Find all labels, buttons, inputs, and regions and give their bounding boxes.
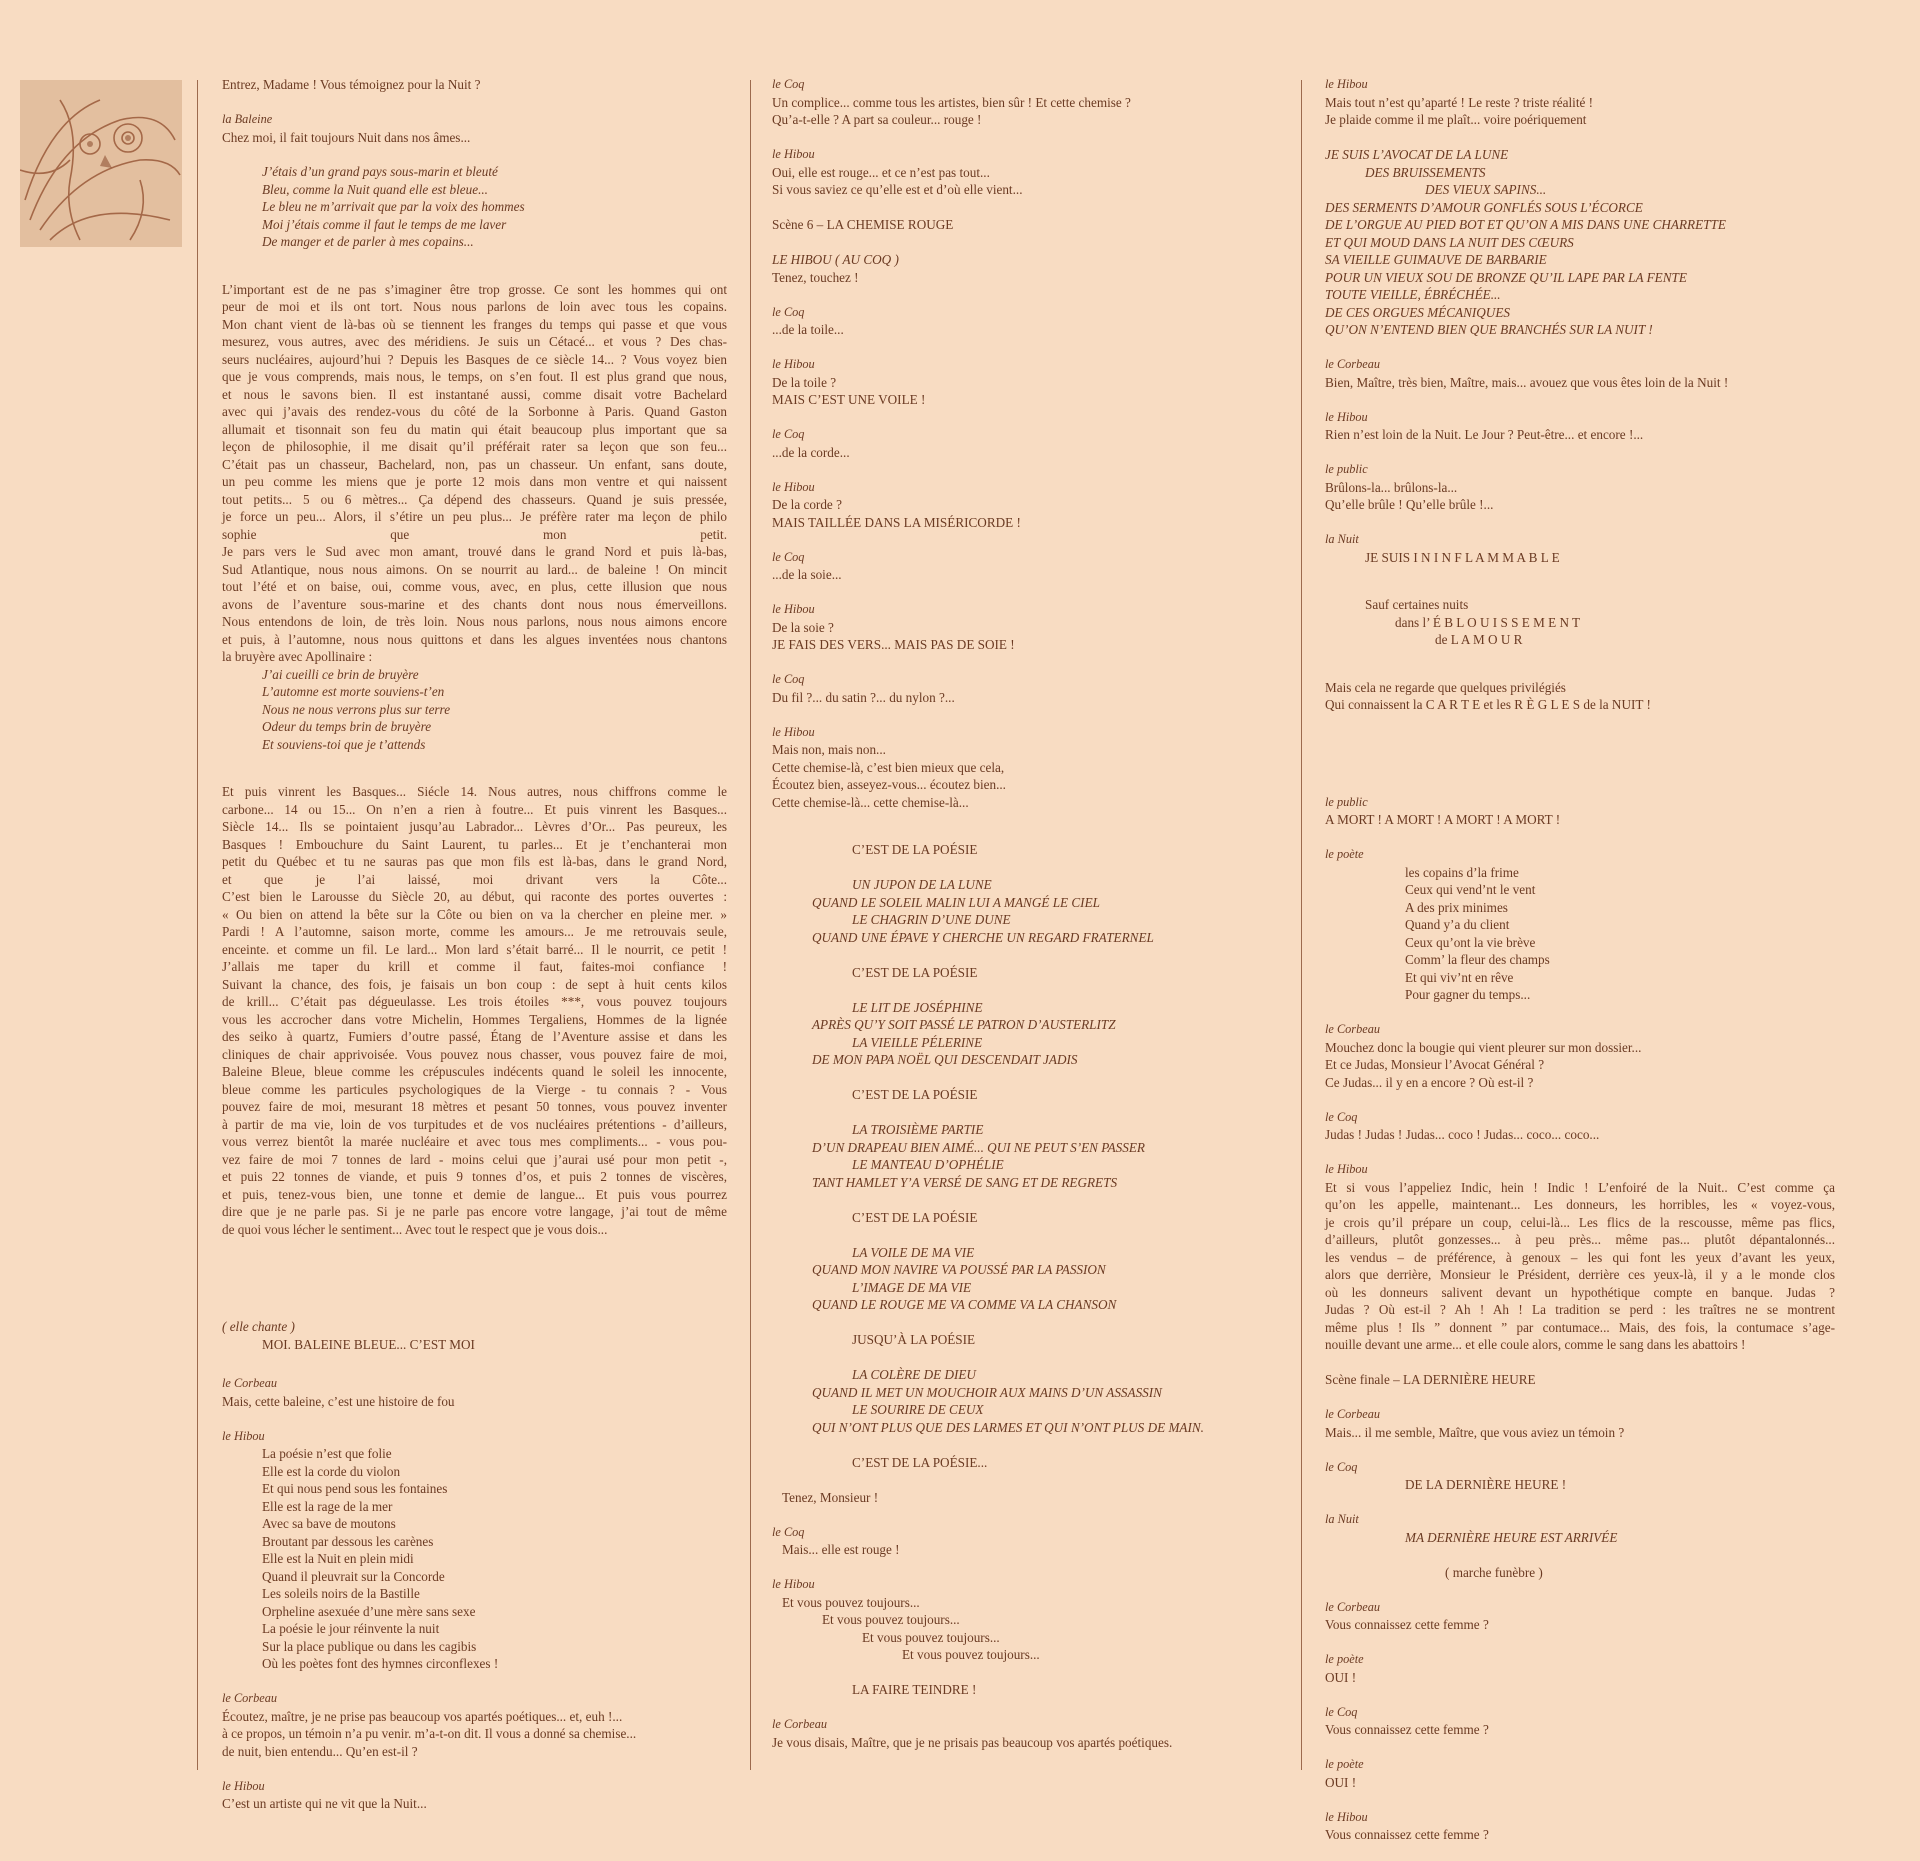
text-line: sophie que mon petit. [222, 526, 727, 542]
text-line: J’ai cueilli ce brin de bruyère [262, 666, 419, 682]
speaker-name: le Corbeau [772, 1717, 827, 1731]
text-line: ( marche funèbre ) [1445, 1564, 1543, 1580]
text-line: allumait et tisonnait son feu du matin qui était beaucoup plus important que sa [222, 421, 727, 437]
text-line: Tenez, touchez ! [772, 269, 859, 285]
text-line: « Ou bien on attend la bête sur la Côte ou bien on va la chercher en pleine mer. » [222, 906, 727, 922]
text-line: Bleu, comme la Nuit quand elle est bleue... [262, 181, 488, 197]
text-line: Et qui viv’nt en rêve [1405, 969, 1514, 985]
dialogue-block [1325, 1459, 1835, 1494]
text-line: QUAND IL MET UN MOUCHOIR AUX MAINS D’UN ASSASSIN [812, 1384, 1162, 1400]
text-line: C’EST DE LA POÉSIE [852, 964, 978, 980]
text-line: dire que je ne parle pas. Si je ne parle pas encore votre langage, j’ai tout de même [222, 1204, 727, 1219]
text-line: Scène finale – LA DERNIÈRE HEURE [1325, 1372, 1536, 1387]
text-line: à partir de ma vie, loin de vos turpitudes et de vos nucléaires prétentions - d’ailleurs, [222, 1116, 727, 1132]
text-line: Et vous pouvez toujours... [862, 1629, 1000, 1645]
text-line: et que je l’ai laissé, moi drivant vers la Côte... [222, 871, 727, 887]
text-line: C’EST DE LA POÉSIE [852, 1209, 978, 1225]
speaker-name: le Hibou [1325, 409, 1368, 424]
speaker-name: le Corbeau [222, 1376, 277, 1390]
text-line: Elle est la rage de la mer [262, 1498, 393, 1514]
speaker-name: le Hibou [772, 1577, 815, 1591]
text-line: Je plaide comme il me plaît... voire poériquement [1325, 112, 1587, 127]
text-line: ...de la toile... [772, 322, 844, 337]
text-line: Vous connaissez cette femme ? [1325, 1827, 1489, 1842]
text-line: de krill... C’était pas dégueulasse. Les trois étoiles ***, vous pouvez toujours [222, 994, 727, 1009]
text-line: MAIS TAILLÉE DANS LA MISÉRICORDE ! [772, 514, 1021, 530]
text-line: Moi j’étais comme il faut le temps de me laver [262, 216, 507, 232]
text-line: UN JUPON DE LA LUNE [852, 877, 992, 892]
text-line: LA COLÈRE DE DIEU [852, 1367, 976, 1382]
text-line: DES SERMENTS D’AMOUR GONFLÉS SOUS L’ÉCORCE [1325, 199, 1643, 215]
text-line: Comm’ la fleur des champs [1405, 952, 1550, 967]
text-line: LA VOILE DE MA VIE [852, 1244, 975, 1260]
text-line: De la soie ? [772, 619, 834, 635]
dialogue-block [222, 1690, 727, 1760]
text-line: d’ailleurs, plutôt gonzesses... à peu près... même pas... plutôt dépantalonnés... [1325, 1232, 1835, 1247]
text-line: Chez moi, il fait toujours Nuit dans nos âmes... [222, 129, 471, 145]
text-line: Écoutez bien, asseyez-vous... écoutez bien... [772, 777, 1006, 792]
text-line: Et vous pouvez toujours... [822, 1612, 960, 1627]
dialogue-block [772, 1086, 1282, 1104]
text-line: Mais... elle est rouge ! [782, 1542, 900, 1557]
speaker-name: la Nuit [1325, 532, 1359, 546]
speaker-name: la Nuit [1325, 1512, 1359, 1526]
dialogue-block [772, 1244, 1282, 1314]
text-line: Où les poètes font des hymnes circonflexes ! [262, 1656, 499, 1671]
text-line: Vous connaissez cette femme ? [1325, 1617, 1489, 1632]
text-line: alors que derrière, Monsieur le Président, derrière ces yeux-là, il y a le monde clos [1325, 1267, 1835, 1282]
dialogue-block [772, 999, 1282, 1069]
dialogue-block [772, 671, 1282, 706]
text-line: Et vous pouvez toujours... [902, 1647, 1040, 1662]
text-line: Les soleils noirs de la Bastille [262, 1586, 420, 1601]
text-line: Ceux qui vend’nt le vent [1405, 882, 1536, 897]
text-line: QUI N’ONT PLUS QUE DES LARMES ET QUI N’ONT PLUS DE MAIN. [812, 1419, 1204, 1435]
speaker-name: le Hibou [222, 1428, 265, 1443]
speaker-name: le Hibou [222, 1778, 265, 1793]
speaker-name: le public [1325, 794, 1368, 809]
text-line: Qu’elle brûle ! Qu’elle brûle !... [1325, 497, 1494, 512]
text-line: Nous entendons de loin, de très loin. Nous nous parlons, nous nous aimons encore [222, 614, 727, 629]
text-line: SA VIEILLE GUIMAUVE DE BARBARIE [1325, 252, 1547, 267]
text-line: de quoi vous lécher le sentiment... Avec tout le respect que je vous dois... [222, 1221, 608, 1237]
dialogue-block [772, 1209, 1282, 1227]
text-line: Cette chemise-là, c’est bien mieux que cela, [772, 759, 1005, 775]
text-line: LA VIEILLE PÉLERINE [852, 1034, 983, 1050]
text-line: MAIS C’EST UNE VOILE ! [772, 392, 926, 407]
text-line: qu’on les appelle, maintenant... Les donneurs, les horribles, les « voyez-vous, [1325, 1197, 1835, 1212]
text-line: JE FAIS DES VERS... MAIS PAS DE SOIE ! [772, 637, 1015, 652]
dialogue-block [222, 783, 727, 1238]
dialogue-block [1325, 596, 1835, 649]
dialogue-block [1325, 409, 1835, 444]
dialogue-block [1325, 1161, 1835, 1354]
text-line: Je vous disais, Maître, que je ne prisais pas beaucoup vos apartés poétiques. [772, 1734, 1173, 1750]
text-line: Avec sa bave de moutons [262, 1516, 396, 1531]
text-line: Odeur du temps brin de bruyère [262, 719, 432, 734]
text-line: ...de la soie... [772, 567, 842, 582]
text-line: DES VIEUX SAPINS... [1425, 182, 1547, 197]
text-line: vous verrez bientôt la marée nucléaire et avec tous mes compliments... - vous pou- [222, 1134, 727, 1149]
text-line: TOUTE VIEILLE, ÉBRÉCHÉE... [1325, 287, 1501, 302]
text-line: De la toile ? [772, 374, 837, 390]
text-line: enceinte. et comme un fil. Le lard... Mon lard s’était barré... Il le nourrit, ce petit ! [222, 941, 727, 957]
text-line: leçon de philosophie, il me disait qu’il préférait rater sa leçon que son feu... [222, 439, 727, 454]
column-rule-2 [750, 80, 751, 1770]
text-line: DE CES ORGUES MÉCANIQUES [1325, 304, 1510, 320]
text-line: LA TROISIÈME PARTIE [852, 1122, 984, 1137]
text-line: Un complice... comme tous les artistes, bien sûr ! Et cette chemise ? [772, 94, 1131, 110]
text-line: ET QUI MOUD DANS LA NUIT DES CŒURS [1325, 234, 1574, 250]
dialogue-block [222, 281, 727, 666]
speaker-name: le Hibou [772, 724, 815, 739]
text-line: Quand y’a du client [1405, 917, 1510, 932]
dialogue-block [222, 1336, 727, 1354]
text-line: cliniques de chair apprivoisée. Vous pouvez nous chasser, vous pouvez faire de moi, [222, 1046, 727, 1062]
dialogue-block [1325, 794, 1835, 829]
text-line: La poésie le jour réinvente la nuit [262, 1621, 440, 1636]
dialogue-block [1325, 1511, 1835, 1546]
text-line: et puis, tenez-vous bien, une tonne et demie de langue... Et puis vous pourrez [222, 1186, 727, 1202]
text-line: Ceux qu’ont la vie brève [1405, 934, 1536, 950]
dialogue-block [772, 1576, 1282, 1664]
text-line: DE MON PAPA NOËL QUI DESCENDAIT JADIS [812, 1052, 1078, 1067]
speaker-name: le Corbeau [1325, 357, 1380, 371]
column-2 [772, 76, 1282, 1769]
text-line: Et ce Judas, Monsieur l’Avocat Général ? [1325, 1057, 1545, 1072]
dialogue-block [222, 163, 727, 251]
text-line: QUAND MON NAVIRE VA POUSSÉ PAR LA PASSION [812, 1262, 1106, 1277]
text-line: D’UN DRAPEAU BIEN AIMÉ... QUI NE PEUT S’EN PASSER [812, 1139, 1145, 1155]
text-line: peur de moi et ils ont tort. Nous nous parlons de loin avec tous les copains. [222, 299, 727, 314]
speaker-name: le Coq [772, 77, 805, 91]
dialogue-block [1325, 1756, 1835, 1791]
speaker-name: le poète [1325, 847, 1364, 861]
text-line: Et si vous l’appeliez Indic, hein ! Indic ! L’enfoiré de la Nuit.. C’est comme ça [1325, 1179, 1835, 1195]
dialogue-block [222, 666, 727, 754]
text-line: un peu comme les miens que je porte 12 mois dans mon ventre et qui naissent [222, 474, 727, 489]
text-line: De manger et de parler à mes copains... [262, 234, 474, 249]
dialogue-block [1325, 356, 1835, 391]
text-line: Bien, Maître, très bien, Maître, mais... avouez que vous êtes loin de la Nuit ! [1325, 374, 1729, 390]
dialogue-block [772, 304, 1282, 339]
dialogue-block [772, 479, 1282, 532]
dialogue-block [1325, 1371, 1835, 1389]
dialogue-block [772, 1524, 1282, 1559]
text-line: que je vous comprends, mais nous, le temps, on s’en fout. Il est plus grand que nous, [222, 369, 727, 384]
text-line: Mouchez donc la bougie qui vient pleurer sur mon dossier... [1325, 1039, 1642, 1055]
text-line: LE MANTEAU D’OPHÉLIE [852, 1157, 1004, 1172]
dialogue-block [1325, 146, 1835, 339]
speaker-name: le Corbeau [1325, 1599, 1380, 1614]
text-line: Le bleu ne m’arrivait que par la voix des hommes [262, 199, 525, 214]
dialogue-block [772, 964, 1282, 982]
speaker-name: le Hibou [772, 602, 815, 616]
text-line: C’est bien le Larousse du Siècle 20, au début, qui raconte des portes ouvertes : [222, 889, 727, 904]
text-line: Ce Judas... il y en a encore ? Où est-il ? [1325, 1074, 1534, 1090]
text-line: Nous ne nous verrons plus sur terre [262, 701, 451, 717]
owl-engraving-illustration [20, 80, 182, 247]
speaker-name: le Coq [772, 549, 805, 564]
speaker-name: le Hibou [1325, 77, 1368, 91]
text-line: APRÈS QU’Y SOIT PASSÉ LE PATRON D’AUSTERLITZ [812, 1017, 1116, 1032]
text-line: Baleine Bleue, bleue comme les crépuscules indécents quand le soleil les innocente, [222, 1064, 727, 1079]
text-line: la bruyère avec Apollinaire : [222, 649, 373, 664]
dialogue-block [222, 1318, 727, 1336]
dialogue-block [772, 1489, 1282, 1507]
text-line: nouille devant une arme... et elle coule alors, comme le sang dans les abattoirs ! [1325, 1337, 1746, 1352]
text-line: Judas ! Judas ! Judas... coco ! Judas... coco... coco... [1325, 1127, 1600, 1142]
text-line: je force un peu... Alors, il s’étire un peu plus... Je préfère rater ma leçon de philo [222, 509, 727, 524]
dialogue-block [1325, 1809, 1835, 1844]
text-line: C’est un artiste qui ne vit que la Nuit... [222, 1796, 427, 1811]
text-line: QUAND LE ROUGE ME VA COMME VA LA CHANSON [812, 1297, 1117, 1312]
text-line: de nuit, bien entendu... Qu’en est-il ? [222, 1743, 418, 1759]
speaker-name: le Coq [772, 672, 805, 686]
text-line: MA DERNIÈRE HEURE EST ARRIVÉE [1405, 1529, 1618, 1545]
text-line: ...de la corde... [772, 444, 850, 460]
speaker-name: le Hibou [772, 147, 815, 161]
text-line: ( elle chante ) [222, 1319, 295, 1334]
text-line: Suivant la chance, des fois, je faisais un bon coup : de sept à huit cents kilos [222, 976, 727, 992]
dialogue-block [1325, 1406, 1835, 1441]
text-line: L’important est de ne pas s’imaginer être trop grosse. Ce sont les hommes qui ont [222, 281, 727, 297]
text-line: Et souviens-toi que je t’attends [262, 736, 426, 752]
dialogue-block [222, 1428, 727, 1673]
text-line: Scène 6 – LA CHEMISE ROUGE [772, 217, 954, 232]
text-line: JUSQU’À LA POÉSIE [852, 1332, 976, 1347]
dialogue-block [772, 1331, 1282, 1349]
text-line: seurs nucléaires, aujourd’hui ? Depuis les Basques de ce siècle 14... ? Vous voyez bien [222, 351, 727, 367]
text-line: Vous connaissez cette femme ? [1325, 1722, 1489, 1737]
text-line: LE HIBOU ( AU COQ ) [772, 252, 899, 267]
text-line: Mais cela ne regarde que quelques privilégiés [1325, 679, 1566, 695]
speaker-name: le Coq [1325, 1459, 1358, 1474]
speaker-name: le Corbeau [1325, 1407, 1380, 1421]
dialogue-block [772, 841, 1282, 859]
text-line: Oui, elle est rouge... et ce n’est pas tout... [772, 164, 990, 180]
text-line: Mais non, mais non... [772, 742, 886, 757]
dialogue-block [1325, 461, 1835, 514]
text-line: Brûlons-la... brûlons-la... [1325, 479, 1458, 495]
dialogue-block [772, 724, 1282, 812]
text-line: les copains d’la frime [1405, 864, 1519, 880]
text-line: C’EST DE LA POÉSIE [852, 1087, 978, 1102]
text-line: Sur la place publique ou dans les cagibis [262, 1638, 477, 1654]
text-line: La poésie n’est que folie [262, 1446, 392, 1461]
text-line: L’automne est morte souviens-t’en [262, 684, 445, 699]
text-line: C’EST DE LA POÉSIE... [852, 1454, 988, 1470]
text-line: Du fil ?... du satin ?... du nylon ?... [772, 689, 955, 705]
dialogue-block [772, 1366, 1282, 1436]
text-line: C’EST DE LA POÉSIE [852, 842, 978, 857]
text-line: avec qui j’avais des rendez-vous du côté de la Sorbonne à Paris. Quand Gaston [222, 404, 727, 419]
text-line: pouvez faire de moi, mesurant 18 mètres et pesant 50 tonnes, vous pouvez inventer [222, 1099, 727, 1114]
column-rule-1 [197, 80, 198, 1770]
text-line: et nous le savons bien. Il est instantané aussi, comme disait votre Bachelard [222, 386, 727, 402]
text-line: tout l’été et on baise, oui, comme vous, avec, en plus, cette illusion que nous [222, 579, 727, 594]
speaker-name: le Coq [772, 304, 805, 319]
text-line: et puis, à l’automne, nous nous quittons et dans les algues inventées nous chantons [222, 631, 727, 647]
speaker-name: le Coq [1325, 1704, 1358, 1719]
speaker-name: le Corbeau [222, 1691, 277, 1705]
text-line: MOI. BALEINE BLEUE... C’EST MOI [262, 1336, 475, 1352]
column-3 [1325, 76, 1835, 1861]
text-line: Et qui nous pend sous les fontaines [262, 1481, 448, 1496]
dialogue-block [222, 111, 727, 146]
dialogue-block [1325, 531, 1835, 566]
column-rule-3 [1301, 80, 1302, 1770]
text-line: TANT HAMLET Y’A VERSÉ DE SANG ET DE REGRETS [812, 1174, 1118, 1190]
dialogue-block [1325, 1599, 1835, 1634]
speaker-name: le Hibou [1325, 1809, 1368, 1824]
text-line: QU’ON N’ENTEND BIEN QUE BRANCHÉS SUR LA NUIT ! [1325, 322, 1653, 337]
text-line: Mais, cette baleine, c’est une histoire de fou [222, 1393, 455, 1409]
text-line: je crois qu’il prépare un coup, celui-là... Les flics de la rescousse, même pas flics, [1325, 1214, 1835, 1230]
text-line: LE SOURIRE DE CEUX [852, 1402, 984, 1417]
text-line: même plus ! Ils ” donnent ” par contumace... Mais, des fois, la contumace s’age- [1325, 1319, 1835, 1335]
dialogue-block [1325, 1564, 1835, 1582]
speaker-name: le Hibou [1325, 1162, 1368, 1176]
text-line: A MORT ! A MORT ! A MORT ! A MORT ! [1325, 812, 1561, 827]
text-line: De la corde ? [772, 497, 842, 512]
text-line: où les donneurs salivent devant un hypothétique compte en banque. Judas ? [1325, 1284, 1835, 1300]
text-line: mesurez, vous autres, avec des méridiens. Je suis un Cétacé... et vous ? Des chas- [222, 334, 727, 349]
dialogue-block [222, 76, 727, 94]
text-line: Qu’a-t-elle ? A part sa couleur... rouge ! [772, 112, 982, 127]
text-line: Mais tout n’est qu’aparté ! Le reste ? triste réalité ! [1325, 94, 1594, 110]
text-line: Pour gagner du temps... [1405, 987, 1531, 1002]
text-line: Mon chant vient de là-bas où se tiennent les franges du temps qui passe et que vous [222, 316, 727, 332]
text-line: Rien n’est loin de la Nuit. Le Jour ? Peut-être... et encore !... [1325, 427, 1644, 442]
speaker-name: la Baleine [222, 112, 273, 126]
dialogue-block [772, 1681, 1282, 1699]
speaker-name: le Hibou [772, 357, 815, 371]
text-line: A des prix minimes [1405, 899, 1508, 915]
text-line: OUI ! [1325, 1774, 1357, 1790]
text-line: Et puis vinrent les Basques... Siécle 14. Nous autres, nous chiffrons comme le [222, 784, 727, 799]
text-line: Tenez, Monsieur ! [782, 1489, 879, 1505]
text-line: JE SUIS L’AVOCAT DE LA LUNE [1325, 147, 1509, 162]
speaker-name: le Coq [1325, 1109, 1358, 1124]
text-line: L’IMAGE DE MA VIE [852, 1279, 972, 1295]
speaker-name: le Corbeau [1325, 1022, 1380, 1036]
text-line: Broutant par dessous les carènes [262, 1533, 434, 1549]
text-line: OUI ! [1325, 1669, 1357, 1685]
text-line: bleue comme les particules psychologiques de la Vierge - tu connais ? - Vous [222, 1081, 727, 1097]
text-line: vous les accrocher dans votre Michelin, Hommes Tergaliens, Hommes de la lignée [222, 1011, 727, 1027]
text-line: POUR UN VIEUX SOU DE BRONZE QU’IL LAPE PAR LA FENTE [1325, 269, 1687, 285]
dialogue-block [772, 601, 1282, 654]
dialogue-block [772, 1454, 1282, 1472]
text-line: Pardi ! A l’automne, saison morte, comme les amours... Je me retrouvais seule, [222, 924, 727, 939]
text-line: Elle est la Nuit en plein midi [262, 1551, 414, 1566]
speaker-name: le public [1325, 462, 1368, 476]
text-line: les vendus – de préférence, à genoux – les qui font les yeux d’avant les yeux, [1325, 1249, 1835, 1265]
text-line: Je pars vers le Sud avec mon amant, trouvé dans le grand Nord et puis là-bas, [222, 544, 727, 559]
text-line: vez faire de moi 7 tonnes de lard - moins celui que j’aurai usé pour mon petit -, [222, 1151, 727, 1167]
dialogue-block [772, 356, 1282, 409]
text-line: Elle est la corde du violon [262, 1463, 401, 1479]
text-line: carbone... 14 ou 15... On n’en a rien à foutre... Et puis vinrent les Basques... [222, 801, 727, 817]
dialogue-block [772, 251, 1282, 286]
text-line: Basques ! Embouchure du Saint Laurent, tu parles... Et je t’enchanterai mon [222, 836, 727, 852]
dialogue-block [1325, 1109, 1835, 1144]
speaker-name: le Coq [772, 427, 805, 441]
text-line: des seiko à quartz, Fumiers d’outre passé, Étang de l’Aventure assise et dans les [222, 1029, 727, 1044]
text-line: Sud Atlantique, nous nous aimons. On se nourrit au lard... de baleine ! On mincit [222, 561, 727, 577]
text-line: avons de l’aventure sous-marine et des chants dont nous nous émerveillons. [222, 596, 727, 612]
text-line: Siècle 14... Ils se pointaient jusqu’au Labrador... Lèvres d’Or... Pas peureux, les [222, 819, 727, 834]
text-line: Écoutez, maître, je ne prise pas beaucoup vos apartés poétiques... et, euh !... [222, 1708, 623, 1724]
text-line: Entrez, Madame ! Vous témoignez pour la Nuit ? [222, 77, 481, 92]
text-line: LE LIT DE JOSÉPHINE [852, 999, 983, 1015]
text-line: Cette chemise-là... cette chemise-là... [772, 794, 969, 810]
dialogue-block [1325, 76, 1835, 129]
text-line: de L A M O U R [1435, 632, 1523, 647]
dialogue-block [1325, 1021, 1835, 1091]
text-line: JE SUIS I N I N F L A M M A B L E [1365, 549, 1560, 565]
dialogue-block [222, 1778, 727, 1813]
dialogue-block [772, 1121, 1282, 1191]
text-line: tout petits... 5 ou 6 mètres... Ça dépend des chasseurs. Quand je suis pressée, [222, 491, 727, 507]
text-line: DE L’ORGUE AU PIED BOT ET QU’ON A MIS DANS UNE CHARRETTE [1325, 217, 1726, 232]
dialogue-block [1325, 1704, 1835, 1739]
speaker-name: le poète [1325, 1757, 1364, 1771]
dialogue-block [772, 1716, 1282, 1751]
text-line: DE LA DERNIÈRE HEURE ! [1405, 1477, 1567, 1492]
text-line: Si vous saviez ce qu’elle est et d’où elle vient... [772, 182, 1023, 197]
text-line: C’était pas un chasseur, Bachelard, non, pas un chasseur. Un enfant, sans doute, [222, 456, 727, 472]
text-line: Et vous pouvez toujours... [782, 1594, 920, 1610]
dialogue-block [1325, 679, 1835, 714]
text-line: J’étais d’un grand pays sous-marin et bleuté [262, 164, 498, 179]
dialogue-block [772, 216, 1282, 234]
speaker-name: le Hibou [772, 479, 815, 494]
dialogue-block [222, 1375, 727, 1410]
text-line: et puis 22 tonnes de viande, et puis 9 tonnes d’os, et puis 2 tonnes de viscères, [222, 1169, 727, 1184]
dialogue-block [772, 426, 1282, 461]
text-line: J’allais me taper du krill et comme il faut, faites-moi confiance ! [222, 959, 727, 974]
text-line: dans l’ É B L O U I S S E M E N T [1395, 614, 1581, 630]
text-line: QUAND UNE ÉPAVE Y CHERCHE UN REGARD FRATERNEL [812, 929, 1154, 945]
speaker-name: le Coq [772, 1524, 805, 1539]
text-line: LE CHAGRIN D’UNE DUNE [852, 912, 1011, 927]
dialogue-block [1325, 846, 1835, 1004]
text-line: Orpheline asexuée d’une mère sans sexe [262, 1603, 476, 1619]
dialogue-block [772, 876, 1282, 946]
dialogue-block [772, 549, 1282, 584]
dialogue-block [1325, 1651, 1835, 1686]
text-line: Qui connaissent la C A R T E et les R È G L E S de la NUIT ! [1325, 697, 1651, 712]
dialogue-block [772, 76, 1282, 129]
text-line: Quand il pleuvrait sur la Concorde [262, 1568, 445, 1584]
dialogue-block [772, 146, 1282, 199]
text-line: Judas ? Où est-il ? Ah ! Ah ! La tradition se perd : les traîtres ne se montrent [1325, 1302, 1835, 1317]
text-line: Mais... il me semble, Maître, que vous aviez un témoin ? [1325, 1424, 1625, 1440]
text-line: DES BRUISSEMENTS [1365, 164, 1486, 180]
text-line: petit du Québec et tu ne sauras pas que mon fils est là-bas, dans le grand Nord, [222, 854, 727, 869]
text-line: LA FAIRE TEINDRE ! [852, 1682, 977, 1697]
text-line: à ce propos, un témoin n’a pu venir. m’a-t-on dit. Il vous a donné sa chemise... [222, 1726, 637, 1741]
column-1 [222, 76, 727, 1830]
text-line: Sauf certaines nuits [1365, 597, 1469, 612]
speaker-name: le poète [1325, 1652, 1364, 1666]
text-line: QUAND LE SOLEIL MALIN LUI A MANGÉ LE CIEL [812, 894, 1100, 910]
